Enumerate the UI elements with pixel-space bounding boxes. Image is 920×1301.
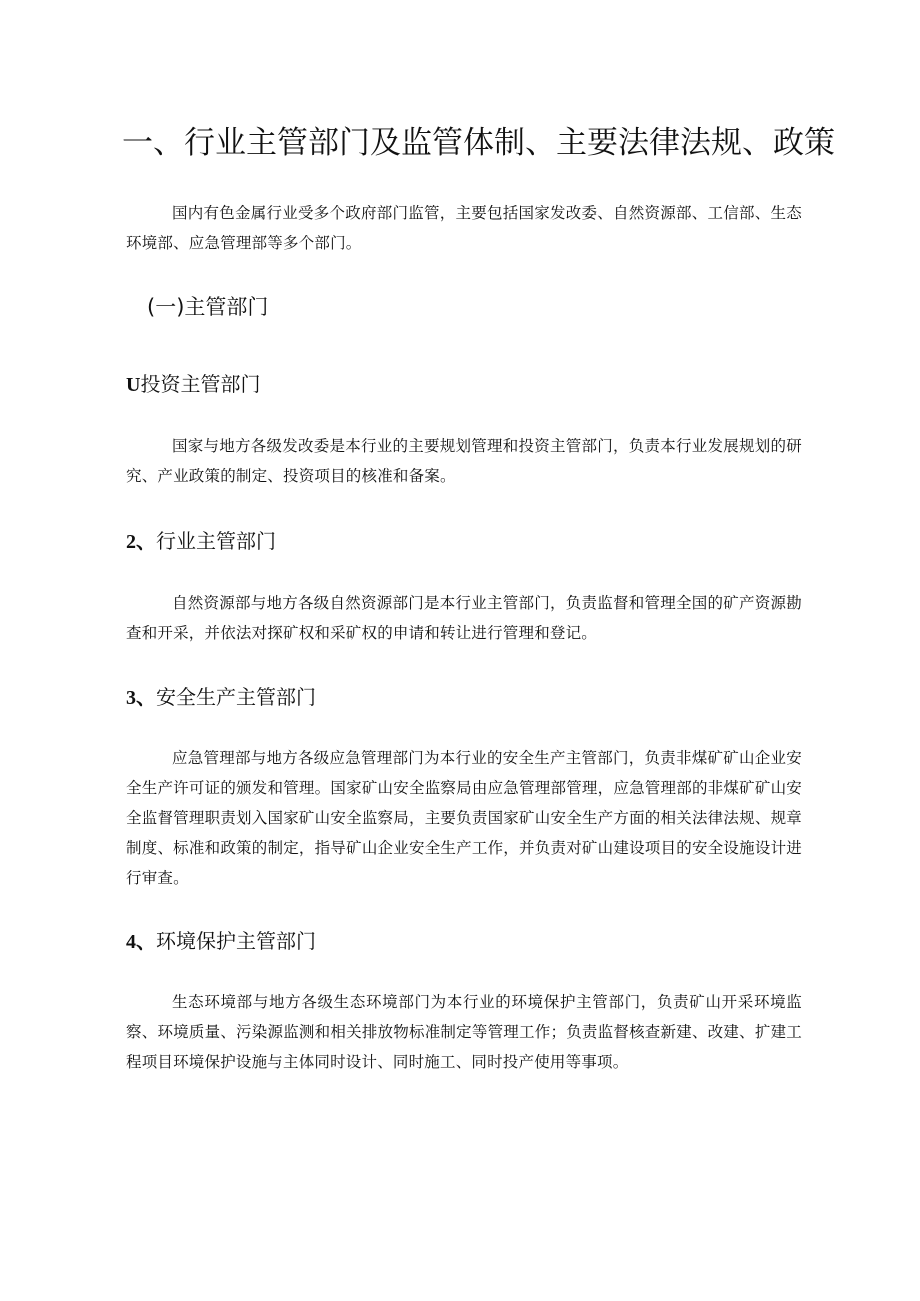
- subsection-paragraph-industry: 自然资源部与地方各级自然资源部门是本行业主管部门，负责监督和管理全国的矿产资源勘查和开采，并依法对探矿权和采矿权的申请和转让进行管理和登记。: [126, 594, 802, 642]
- subsection-heading-industry: [126, 525, 276, 558]
- subsection-paragraph-environment: 生态环境部与地方各级生态环境部门为本行业的环境保护主管部门，负责矿山开采环境监察、环境质量、污染源监测和相关排放物标准制定等管理工作；负责监督核查新建、改建、扩建工程项目环境保护设施与主体同时设计、同时施工、同时投产使用等事项。: [126, 993, 802, 1071]
- subsection-heading-text: 行业主管部门: [156, 529, 276, 553]
- subsection-paragraph-safety: 应急管理部与地方各级应急管理部门为本行业的安全生产主管部门，负责非煤矿矿山企业安全生产许可证的颁发和管理。国家矿山安全监察局由应急管理部管理，应急管理部的非煤矿矿山安全监督管理职责划入国家矿山安全监察局，主要负责国家矿山安全生产方面的相关法律法规、规章制度、标准和政策的制定，指导矿山企业安全生产工作，并负责对矿山建设项目的安全设施设计进行审查。: [126, 749, 802, 887]
- subsection-heading-text: 投资主管部门: [140, 372, 261, 396]
- subsection-heading-investment: [126, 368, 260, 401]
- subsection-heading-environment: [126, 925, 316, 958]
- subsection-heading-safety: [126, 681, 316, 714]
- intro-paragraph: 国内有色金属行业受多个政府部门监管，主要包括国家发改委、自然资源部、工信部、生态环境部、应急管理部等多个部门。: [126, 204, 802, 252]
- subsection-number: 2、: [126, 531, 156, 553]
- subsection-number: U: [126, 374, 141, 396]
- subsection-number: 4、: [126, 931, 156, 953]
- page-title: 一、行业主管部门及监管体制、主要法律法规、政策: [122, 125, 835, 161]
- subsection-heading-text: 安全生产主管部门: [156, 685, 316, 709]
- section-heading: (一)主管部门: [147, 295, 269, 319]
- subsection-number: 3、: [126, 687, 156, 709]
- subsection-heading-text: 环境保护主管部门: [156, 929, 316, 953]
- subsection-paragraph-investment: 国家与地方各级发改委是本行业的主要规划管理和投资主管部门，负责本行业发展规划的研究、产业政策的制定、投资项目的核准和备案。: [126, 437, 802, 485]
